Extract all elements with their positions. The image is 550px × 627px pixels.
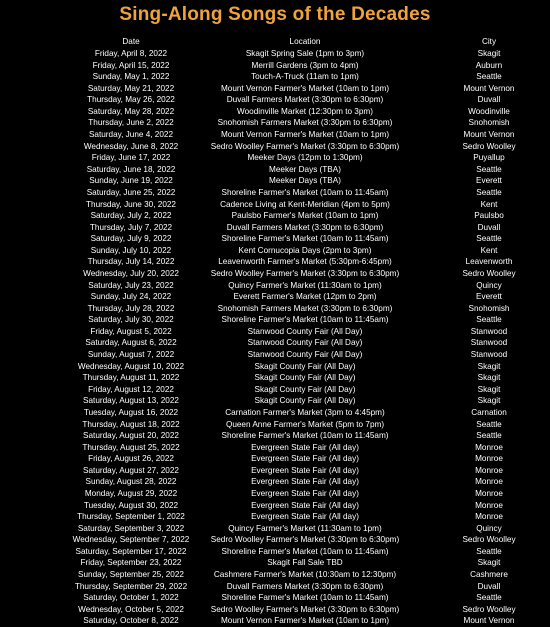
table-body — [0, 48, 550, 627]
date-cell: Wednesday, September 7, 2022 — [72, 535, 190, 545]
location-cell: Snohomish Farmers Market (3:30pm to 6:30pm) — [217, 118, 393, 128]
table-row — [0, 48, 550, 60]
date-cell: Saturday, September 3, 2022 — [77, 523, 185, 533]
date-cell: Saturday, July 9, 2022 — [90, 234, 172, 244]
city-cell: Monroe — [475, 488, 503, 498]
header-location: Location — [289, 37, 321, 46]
date-cell: Tuesday, August 30, 2022 — [83, 500, 179, 510]
location-cell: Kent Cornucopia Days (2pm to 3pm) — [238, 245, 372, 255]
location-cell: Stanwood County Fair (All Day) — [247, 338, 363, 348]
location-cell: Meeker Days (12pm to 1:30pm) — [247, 153, 363, 163]
date-cell: Wednesday, July 20, 2022 — [83, 268, 179, 278]
city-cell: Seattle — [476, 419, 502, 429]
date-cell: Monday, August 29, 2022 — [84, 488, 178, 498]
table-row — [0, 511, 550, 523]
date-cell: Thursday, September 29, 2022 — [74, 581, 188, 591]
header-city: City — [481, 37, 497, 46]
location-cell: Evergreen State Fair (All day) — [251, 465, 359, 475]
location-cell: Skagit Spring Sale (1pm to 3pm) — [245, 49, 365, 58]
date-cell: Thursday, July 28, 2022 — [87, 303, 175, 313]
location-cell: Shoreline Farmer's Market (10am to 11:45am) — [221, 546, 389, 556]
location-cell: Paulsbo Farmer's Market (10am to 1pm) — [231, 211, 379, 221]
date-cell: Sunday, September 25, 2022 — [78, 570, 184, 580]
table-row — [0, 337, 550, 349]
city-cell: Kent — [480, 199, 498, 209]
location-cell: Cashmere Farmer's Market (10:30am to 12:30pm) — [213, 570, 397, 580]
location-cell: Meeker Days (TBA) — [269, 164, 341, 174]
location-cell: Sedro Woolley Farmer's Market (3:30pm to 6:30pm) — [210, 268, 400, 278]
location-cell: Sedro Woolley Farmer's Market (3:30pm to 6:30pm) — [210, 535, 400, 545]
table-row — [0, 488, 550, 500]
date-cell: Thursday, August 25, 2022 — [82, 442, 180, 452]
table-row — [0, 592, 550, 604]
city-cell: Puyallup — [473, 153, 505, 163]
city-cell: Snohomish — [468, 118, 510, 128]
date-cell: Saturday, August 20, 2022 — [83, 431, 179, 441]
city-cell: Mount Vernon — [463, 130, 515, 140]
location-cell: Skagit County Fair (All Day) — [254, 396, 356, 406]
table-row — [0, 615, 550, 627]
location-cell: Sedro Woolley Farmer's Market (3:30pm to 6:30pm) — [210, 141, 400, 151]
table-row — [0, 187, 550, 199]
location-cell: Snohomish Farmers Market (3:30pm to 6:30pm) — [217, 303, 393, 313]
location-cell: Evergreen State Fair (All day) — [251, 512, 359, 522]
location-cell: Queen Anne Farmer's Market (5pm to 7pm) — [225, 419, 385, 429]
city-cell: Stanwood — [470, 350, 508, 360]
date-cell: Saturday, July 2, 2022 — [90, 211, 172, 221]
location-cell: Merrill Gardens (3pm to 4pm) — [251, 60, 359, 70]
date-cell: Saturday, May 28, 2022 — [87, 106, 175, 116]
date-cell: Thursday, August 18, 2022 — [82, 419, 180, 429]
date-cell: Saturday, June 4, 2022 — [88, 130, 174, 140]
location-cell: Stanwood County Fair (All Day) — [247, 326, 363, 336]
table-row — [0, 245, 550, 257]
location-cell: Quincy Farmer's Market (11:30am to 1pm) — [228, 280, 382, 290]
date-cell: Friday, April 8, 2022 — [94, 49, 168, 58]
city-cell: Kent — [480, 245, 498, 255]
table-row — [0, 222, 550, 234]
table-row — [0, 419, 550, 431]
table-row — [0, 349, 550, 361]
location-cell: Mount Vernon Farmer's Market (10am to 1pm) — [220, 616, 390, 626]
location-cell: Carnation Farmer's Market (3pm to 4:45pm) — [225, 407, 385, 417]
date-cell: Saturday, June 25, 2022 — [86, 187, 176, 197]
table-row — [0, 164, 550, 176]
date-cell: Saturday, August 6, 2022 — [85, 338, 177, 348]
city-cell: Monroe — [475, 454, 503, 464]
city-cell: Seattle — [476, 431, 502, 441]
location-cell: Evergreen State Fair (All day) — [251, 488, 359, 498]
city-cell: Paulsbo — [474, 211, 504, 221]
city-cell: Auburn — [475, 60, 503, 70]
date-cell: Saturday, May 21, 2022 — [87, 83, 175, 93]
date-cell: Wednesday, June 8, 2022 — [83, 141, 179, 151]
city-cell: Stanwood — [470, 338, 508, 348]
location-cell: Quincy Farmer's Market (11:30am to 1pm) — [228, 523, 382, 533]
page-title: Sing-Along Songs of the Decades — [119, 4, 431, 25]
date-cell: Saturday, September 17, 2022 — [75, 546, 187, 556]
city-cell: Skagit — [477, 361, 501, 371]
date-cell: Saturday, October 8, 2022 — [83, 616, 179, 626]
table-row — [0, 465, 550, 477]
location-cell: Leavenworth Farmer's Market (5:30pm-6:45pm) — [218, 257, 392, 267]
location-cell: Evergreen State Fair (All day) — [251, 477, 359, 487]
city-cell: Sedro Woolley — [462, 604, 516, 614]
date-cell: Wednesday, October 5, 2022 — [78, 604, 184, 614]
table-header — [0, 36, 550, 48]
city-cell: Sedro Woolley — [462, 268, 516, 278]
table-row — [0, 569, 550, 581]
city-cell: Duvall — [477, 95, 501, 105]
location-cell: Evergreen State Fair (All day) — [251, 442, 359, 452]
date-cell: Friday, August 26, 2022 — [88, 454, 174, 464]
table-row — [0, 303, 550, 315]
table-row — [0, 152, 550, 164]
table-row — [0, 557, 550, 569]
city-cell: Seattle — [476, 234, 502, 244]
date-cell: Saturday, July 23, 2022 — [88, 280, 174, 290]
city-cell: Duvall — [477, 581, 501, 591]
city-cell: Seattle — [476, 315, 502, 325]
table-row — [0, 534, 550, 546]
city-cell: Skagit — [477, 384, 501, 394]
table-row — [0, 395, 550, 407]
location-cell: Sedro Woolley Farmer's Market (3:30pm to 6:30pm) — [210, 604, 400, 614]
date-cell: Thursday, September 1, 2022 — [77, 512, 185, 522]
table-row — [0, 210, 550, 222]
location-cell: Meeker Days (TBA) — [269, 176, 341, 186]
city-cell: Mount Vernon — [463, 616, 515, 626]
table-row — [0, 83, 550, 95]
date-cell: Friday, September 23, 2022 — [80, 558, 182, 568]
location-cell: Shoreline Farmer's Market (10am to 11:45am) — [221, 431, 389, 441]
city-cell: Quincy — [476, 280, 502, 290]
location-cell: Everett Farmer's Market (12pm to 2pm) — [233, 292, 377, 302]
location-cell: Shoreline Farmer's Market (10am to 11:45am) — [221, 315, 389, 325]
location-cell: Mount Vernon Farmer's Market (10am to 1pm) — [220, 130, 390, 140]
table-row — [0, 199, 550, 211]
table-row — [0, 581, 550, 593]
city-cell: Mount Vernon — [463, 83, 515, 93]
city-cell: Seattle — [476, 593, 502, 603]
date-cell: Thursday, June 2, 2022 — [88, 118, 174, 128]
table-row — [0, 442, 550, 454]
city-cell: Woodinville — [468, 106, 510, 116]
location-cell: Cadence Living at Kent-Meridian (4pm to 5pm) — [220, 199, 390, 209]
date-cell: Saturday, August 13, 2022 — [83, 396, 179, 406]
table-row — [0, 71, 550, 83]
city-cell: Sedro Woolley — [462, 535, 516, 545]
date-cell: Thursday, May 26, 2022 — [87, 95, 175, 105]
location-cell: Evergreen State Fair (All day) — [251, 454, 359, 464]
table-row — [0, 314, 550, 326]
location-cell: Duvall Farmers Market (3:30pm to 6:30pm) — [226, 581, 384, 591]
city-cell: Skagit — [477, 558, 501, 568]
schedule-table — [0, 36, 550, 627]
table-row — [0, 523, 550, 535]
city-cell: Skagit — [477, 373, 501, 383]
city-cell: Seattle — [476, 164, 502, 174]
city-cell: Sedro Woolley — [462, 141, 516, 151]
table-row — [0, 291, 550, 303]
city-cell: Monroe — [475, 465, 503, 475]
city-cell: Cashmere — [470, 570, 508, 580]
table-row — [0, 546, 550, 558]
city-cell: Leavenworth — [465, 257, 513, 267]
date-cell: Friday, August 12, 2022 — [88, 384, 174, 394]
location-cell: Evergreen State Fair (All day) — [251, 500, 359, 510]
location-cell: Touch-A-Truck (11am to 1pm) — [251, 72, 359, 82]
date-cell: Sunday, August 7, 2022 — [87, 350, 175, 360]
city-cell: Monroe — [475, 500, 503, 510]
table-row — [0, 280, 550, 292]
location-cell: Stanwood County Fair (All Day) — [247, 350, 363, 360]
table-row — [0, 141, 550, 153]
location-cell: Woodinville Market (12:30pm to 3pm) — [237, 106, 373, 116]
table-row — [0, 175, 550, 187]
table-row — [0, 476, 550, 488]
date-cell: Friday, April 15, 2022 — [92, 60, 170, 70]
location-cell: Skagit County Fair (All Day) — [254, 384, 356, 394]
table-row — [0, 372, 550, 384]
date-cell: Thursday, August 11, 2022 — [82, 373, 180, 383]
location-cell: Shoreline Farmer's Market (10am to 11:45am) — [221, 593, 389, 603]
city-cell: Stanwood — [470, 326, 508, 336]
date-cell: Tuesday, August 16, 2022 — [83, 407, 179, 417]
table-row — [0, 129, 550, 141]
table-row — [0, 117, 550, 129]
location-cell: Shoreline Farmer's Market (10am to 11:45am) — [221, 234, 389, 244]
location-cell: Shoreline Farmer's Market (10am to 11:45am) — [221, 187, 389, 197]
city-cell: Snohomish — [468, 303, 510, 313]
city-cell: Duvall — [477, 222, 501, 232]
date-cell: Thursday, June 30, 2022 — [86, 199, 176, 209]
table-row — [0, 453, 550, 465]
table-row — [0, 430, 550, 442]
location-cell: Duvall Farmers Market (3:30pm to 6:30pm) — [226, 222, 384, 232]
date-cell: Saturday, August 27, 2022 — [83, 465, 179, 475]
date-cell: Sunday, June 19, 2022 — [89, 176, 173, 186]
city-cell: Seattle — [476, 72, 502, 82]
city-cell: Monroe — [475, 512, 503, 522]
table-row — [0, 384, 550, 396]
city-cell: Monroe — [475, 477, 503, 487]
city-cell: Carnation — [471, 407, 507, 417]
table-row — [0, 256, 550, 268]
date-cell: Friday, August 5, 2022 — [90, 326, 172, 336]
date-cell: Sunday, July 10, 2022 — [90, 245, 172, 255]
table-row — [0, 60, 550, 72]
date-cell: Sunday, May 1, 2022 — [92, 72, 170, 82]
city-cell: Monroe — [475, 442, 503, 452]
table-row — [0, 326, 550, 338]
location-cell: Skagit County Fair (All Day) — [254, 373, 356, 383]
city-cell: Quincy — [476, 523, 502, 533]
table-row — [0, 106, 550, 118]
date-cell: Sunday, July 24, 2022 — [90, 292, 172, 302]
date-cell: Saturday, June 18, 2022 — [86, 164, 176, 174]
date-cell: Friday, June 17, 2022 — [91, 153, 171, 163]
table-row — [0, 407, 550, 419]
city-cell: Skagit — [477, 396, 501, 406]
city-cell: Seattle — [476, 187, 502, 197]
header-date: Date — [122, 37, 140, 46]
table-row — [0, 94, 550, 106]
city-cell: Everett — [476, 176, 502, 186]
date-cell: Saturday, July 30, 2022 — [88, 315, 174, 325]
city-cell: Seattle — [476, 546, 502, 556]
date-cell: Wednesday, August 10, 2022 — [77, 361, 185, 371]
date-cell: Thursday, July 14, 2022 — [87, 257, 175, 267]
date-cell: Thursday, July 7, 2022 — [89, 222, 173, 232]
table-row — [0, 268, 550, 280]
table-row — [0, 500, 550, 512]
city-cell: Everett — [476, 292, 502, 302]
table-row — [0, 233, 550, 245]
location-cell: Mount Vernon Farmer's Market (10am to 1pm) — [220, 83, 390, 93]
location-cell: Skagit Fall Sale TBD — [267, 558, 343, 568]
location-cell: Skagit County Fair (All Day) — [254, 361, 356, 371]
location-cell: Duvall Farmers Market (3:30pm to 6:30pm) — [226, 95, 384, 105]
table-row — [0, 361, 550, 373]
date-cell: Saturday, October 1, 2022 — [83, 593, 179, 603]
city-cell: Skagit — [477, 49, 501, 58]
date-cell: Sunday, August 28, 2022 — [85, 477, 177, 487]
